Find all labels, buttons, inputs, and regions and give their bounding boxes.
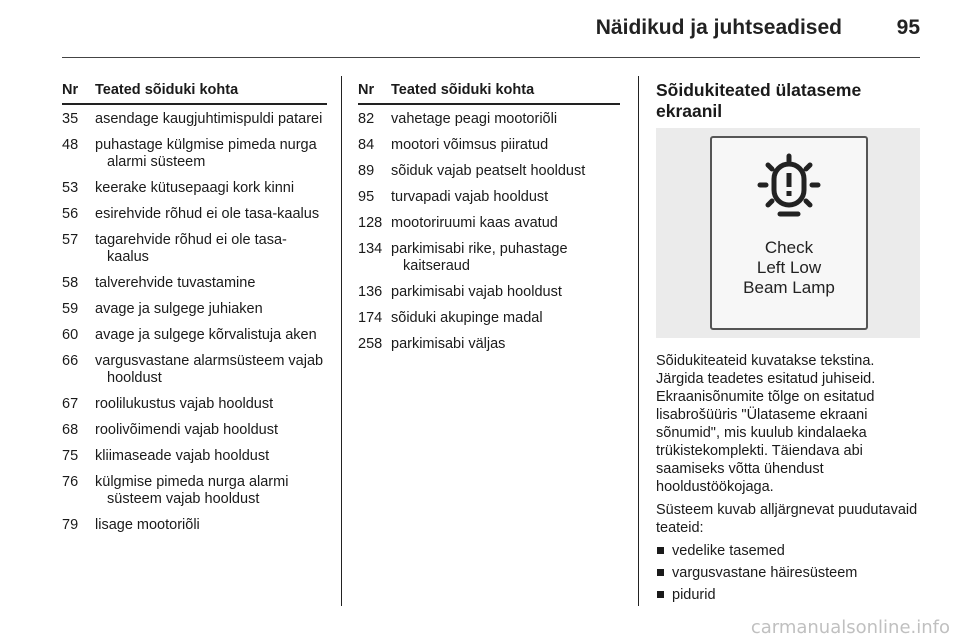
- row-number: 58: [62, 275, 79, 291]
- row-number: 60: [62, 327, 79, 343]
- row-message-text: puhastage külgmise pimeda nurga alarmi süsteem: [95, 137, 317, 170]
- row-number: 258: [358, 336, 383, 352]
- row-message-text: avage ja sulgege kõrvalistuja aken: [95, 327, 317, 343]
- column-header-nr: Nr: [358, 80, 391, 104]
- table-body: [62, 104, 327, 537]
- list-item: [656, 586, 920, 604]
- row-message: [391, 131, 620, 157]
- row-message: [391, 157, 620, 183]
- table-row: [358, 131, 620, 157]
- row-message: [391, 330, 620, 356]
- table-row: [358, 183, 620, 209]
- table-row: [62, 468, 327, 511]
- list-item: [656, 542, 920, 560]
- table-row: [62, 226, 327, 269]
- display-screen: [710, 136, 868, 330]
- row-message: [391, 235, 620, 278]
- row-message: [391, 183, 620, 209]
- row-message-text: asendage kaugjuhtimispuldi patarei: [95, 111, 323, 127]
- header-divider: [62, 57, 920, 58]
- row-message: [95, 511, 327, 537]
- row-number: 128: [358, 215, 383, 231]
- row-message: [391, 209, 620, 235]
- row-number: 66: [62, 353, 79, 369]
- row-message-text: talverehvide tuvastamine: [95, 275, 256, 291]
- table-row: [62, 131, 327, 174]
- table-row: [62, 295, 327, 321]
- table-row: [62, 511, 327, 537]
- row-number: 59: [62, 301, 79, 317]
- row-message-text: vahetage peagi mootoriõli: [391, 111, 558, 127]
- bullet-square-icon: [657, 569, 664, 576]
- row-number: 136: [358, 284, 383, 300]
- column-header-message: Teated sõiduki kohta: [391, 80, 620, 104]
- list-item-text: vargusvastane häiresüsteem: [672, 565, 858, 581]
- row-message: [95, 174, 327, 200]
- paragraph-intro: Sõidukiteateid kuvatakse tekstina. Järgida teadetes esitatud juhiseid. Ekraanisõnumite tõlge on esitatud lisabrošüüris "Ülataseme ekraani sõnumid", mis kuulub kindalaeka trükistekomplekti. Täiendava abi saamiseks võtta ühendust hooldustöökojaga.: [656, 353, 876, 495]
- row-message-text: mootori võimsus piiratud: [391, 137, 549, 153]
- row-message-text: roolilukustus vajab hooldust: [95, 396, 274, 412]
- table-row: [62, 174, 327, 200]
- table-row: [358, 304, 620, 330]
- row-number: 89: [358, 163, 375, 179]
- list-item: [656, 564, 920, 582]
- list-item-text: vedelike tasemed: [672, 543, 785, 559]
- row-number: 68: [62, 422, 79, 438]
- messages-table-right: [358, 80, 620, 356]
- section-title-line1: Sõidukiteated ülataseme: [656, 80, 862, 100]
- row-message: [95, 321, 327, 347]
- table-header-row: [358, 80, 620, 104]
- list-item-text: pidurid: [672, 587, 716, 603]
- display-illustration: [656, 128, 920, 338]
- table-header-row: [62, 80, 327, 104]
- table-row: [62, 269, 327, 295]
- row-number: 79: [62, 517, 79, 533]
- table-row: [358, 330, 620, 356]
- section-body: [656, 352, 920, 608]
- section-title-line2: ekraanil: [656, 101, 723, 121]
- row-message-text: keerake kütusepaagi kork kinni: [95, 180, 295, 196]
- row-message: [95, 347, 327, 390]
- row-message-text: turvapadi vajab hooldust: [391, 189, 549, 205]
- table-row: [358, 235, 620, 278]
- row-number: 134: [358, 241, 383, 257]
- section-column: [656, 80, 920, 122]
- table-row: [62, 442, 327, 468]
- row-message-text: esirehvide rõhud ei ole tasa-kaalus: [95, 206, 320, 222]
- row-number: 95: [358, 189, 375, 205]
- row-message-text: avage ja sulgege juhiaken: [95, 301, 263, 317]
- row-number: 48: [62, 137, 79, 153]
- table-row: [62, 390, 327, 416]
- table-row: [358, 209, 620, 235]
- row-message: [95, 226, 327, 269]
- row-number: 76: [62, 474, 79, 490]
- table-row: [358, 104, 620, 131]
- row-number: 174: [358, 310, 383, 326]
- column-header-message: Teated sõiduki kohta: [95, 80, 327, 104]
- row-message-text: roolivõimendi vajab hooldust: [95, 422, 278, 438]
- row-message-text: parkimisabi rike, puhastage kaitseraud: [391, 241, 568, 274]
- row-message: [95, 390, 327, 416]
- row-message: [95, 200, 327, 226]
- column-divider-1: [341, 76, 342, 606]
- table-row: [62, 104, 327, 131]
- messages-table: [358, 80, 620, 356]
- row-number: 53: [62, 180, 79, 196]
- page-number: 95: [896, 16, 920, 39]
- watermark: carmanualsonline.info: [750, 617, 950, 638]
- row-message-text: sõiduk vajab peatselt hooldust: [391, 163, 586, 179]
- bullet-square-icon: [657, 547, 664, 554]
- row-message: [391, 304, 620, 330]
- row-number: 35: [62, 111, 79, 127]
- bullet-square-icon: [657, 591, 664, 598]
- row-message-text: parkimisabi väljas: [391, 336, 506, 352]
- table-row: [358, 157, 620, 183]
- row-message-text: külgmise pimeda nurga alarmi süsteem vajab hooldust: [95, 474, 289, 507]
- row-message: [95, 416, 327, 442]
- row-message: [95, 269, 327, 295]
- row-message-text: tagarehvide rõhud ei ole tasa-kaalus: [95, 232, 287, 265]
- row-number: 57: [62, 232, 79, 248]
- row-message: [391, 278, 620, 304]
- row-number: 84: [358, 137, 375, 153]
- row-message: [391, 104, 620, 131]
- display-message: [712, 238, 866, 298]
- display-line2: Left Low: [756, 258, 822, 277]
- table-row: [62, 321, 327, 347]
- bullet-list: [656, 542, 920, 604]
- column-header-nr: Nr: [62, 80, 95, 104]
- section-title: [656, 80, 920, 122]
- row-message: [95, 442, 327, 468]
- table-row: [62, 200, 327, 226]
- table-row: [358, 278, 620, 304]
- table-body: [358, 104, 620, 356]
- paragraph-list-intro: Süsteem kuvab alljärgnevat puudutavaid teateid:: [656, 502, 918, 536]
- messages-table: [62, 80, 327, 537]
- page-title: Näidikud ja juhtseadised: [595, 16, 842, 39]
- row-message: [95, 295, 327, 321]
- row-message: [95, 468, 327, 511]
- row-number: 67: [62, 396, 79, 412]
- messages-table-left: [62, 80, 327, 537]
- display-line3: Beam Lamp: [743, 278, 835, 297]
- row-number: 82: [358, 111, 375, 127]
- row-message-text: parkimisabi vajab hooldust: [391, 284, 562, 300]
- row-message: [95, 131, 327, 174]
- row-number: 75: [62, 448, 79, 464]
- column-divider-2: [638, 76, 639, 606]
- page-header: [0, 0, 960, 60]
- row-message: [95, 104, 327, 131]
- table-row: [62, 416, 327, 442]
- row-message-text: vargusvastane alarmsüsteem vajab hooldust: [95, 353, 324, 386]
- display-line1: Check: [764, 238, 814, 257]
- row-number: 56: [62, 206, 79, 222]
- row-message-text: lisage mootoriõli: [95, 517, 200, 533]
- row-message-text: mootoriruumi kaas avatud: [391, 215, 558, 231]
- table-row: [62, 347, 327, 390]
- row-message-text: sõiduki akupinge madal: [391, 310, 543, 326]
- row-message-text: kliimaseade vajab hooldust: [95, 448, 270, 464]
- exterior-light-warning-icon: [752, 152, 826, 226]
